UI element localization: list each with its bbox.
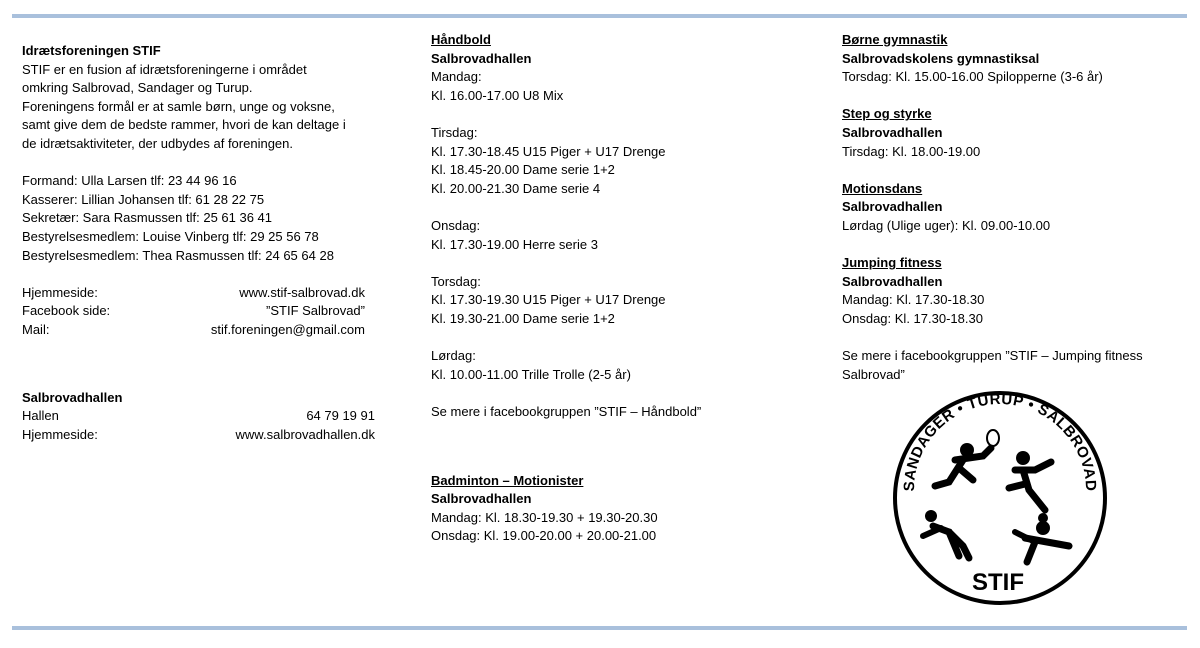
schedule-line: Kl. 20.00-21.30 Dame serie 4 <box>431 180 601 196</box>
board-member: Sekretær: Sara Rasmussen tlf: 25 61 36 41 <box>22 210 273 226</box>
day-label: Lørdag: <box>431 348 476 364</box>
section-venue: Salbrovadhallen <box>842 124 943 140</box>
intro-line: de idrætsaktiviteter, der udbydes af foreningen. <box>22 135 293 151</box>
schedule-line: Kl. 17.30-19.00 Herre serie 3 <box>431 236 598 252</box>
badminton-title: Badminton – Motionister <box>431 472 584 488</box>
mail-link[interactable]: stif.foreningen@gmail.com <box>210 321 365 337</box>
handbold-venue: Salbrovadhallen <box>431 50 532 66</box>
hall-label: Hallen <box>22 408 59 424</box>
schedule-line: Onsdag: Kl. 19.00-20.00 + 20.00-21.00 <box>431 528 657 544</box>
day-block-saturday <box>431 347 811 384</box>
schedule-line: Kl. 19.30-21.00 Dame serie 1+2 <box>431 310 615 326</box>
intro-line: STIF er en fusion af idrætsforeningerne i området <box>22 61 307 77</box>
handbold-title: Håndbold <box>431 32 491 47</box>
section-title: Motionsdans <box>842 180 923 196</box>
section-venue: Salbrovadhallen <box>842 273 943 289</box>
day-label: Tirsdag: <box>431 124 478 140</box>
board-member: Bestyrelsesmedlem: Thea Rasmussen tlf: 24 65 64 28 <box>22 247 334 263</box>
section-step-og-styrke <box>842 105 1187 161</box>
jumping-facebook-note: Se mere i facebookgruppen ”STIF – Jumping fitness <box>842 348 1143 364</box>
top-rule <box>12 14 1187 18</box>
schedule-line: Onsdag: Kl. 17.30-18.30 <box>842 310 983 326</box>
schedule-line: Lørdag (Ulige uger): Kl. 09.00-10.00 <box>842 217 1051 233</box>
schedule-line: Kl. 17.30-18.45 U15 Piger + U17 Drenge <box>431 143 666 159</box>
contact-row-mail <box>22 321 365 340</box>
schedule-line: Mandag: Kl. 18.30-19.30 + 19.30-20.30 <box>431 509 658 525</box>
hall-row-website <box>22 426 375 445</box>
logo-arc-text: SANDAGER • TURUP • SALBROVAD <box>900 390 1100 492</box>
day-label: Onsdag: <box>431 217 481 233</box>
day-block-thursday <box>431 273 811 329</box>
intro-line: samt give dem de bedste rammer, hvori de kan deltage i <box>22 117 346 133</box>
schedule-line: Mandag: Kl. 17.30-18.30 <box>842 292 985 308</box>
schedule-line: Kl. 16.00-17.00 U8 Mix <box>431 87 564 103</box>
board-list <box>22 172 377 265</box>
hall-website-link[interactable]: www.salbrovadhallen.dk <box>235 426 375 442</box>
intro-text <box>22 61 377 154</box>
hall-row-phone <box>22 407 375 426</box>
intro-line: Foreningens formål er at samle børn, unge og voksne, <box>22 98 335 114</box>
hall-info <box>22 407 375 444</box>
day-block-monday <box>431 68 811 105</box>
column-handbold <box>431 31 811 546</box>
column-about <box>22 42 377 444</box>
hall-label: Hjemmeside: <box>22 426 98 442</box>
section-jumping-fitness <box>842 254 1187 328</box>
logo-name: STIF <box>972 569 1024 596</box>
contact-label: Mail: <box>22 321 50 337</box>
org-title: Idrætsforeningen STIF <box>22 43 161 58</box>
hall-phone: 64 79 19 91 <box>306 408 375 424</box>
handbold-facebook-note: Se mere i facebookgruppen ”STIF – Håndbold” <box>431 403 702 419</box>
section-motionsdans <box>842 180 1187 236</box>
day-label: Torsdag: <box>431 273 481 289</box>
website-link[interactable]: www.stif-salbrovad.dk <box>239 284 365 300</box>
bottom-rule <box>12 626 1187 630</box>
badminton-venue: Salbrovadhallen <box>431 491 532 507</box>
schedule-line: Kl. 18.45-20.00 Dame serie 1+2 <box>431 162 615 178</box>
contact-list <box>22 284 365 340</box>
contact-row-website <box>22 284 365 303</box>
schedule-line: Kl. 10.00-11.00 Trille Trolle (2-5 år) <box>431 366 631 382</box>
board-member: Bestyrelsesmedlem: Louise Vinberg tlf: 29 25 56 78 <box>22 228 319 244</box>
day-label: Mandag: <box>431 69 482 85</box>
column-activities <box>842 31 1187 384</box>
board-member: Formand: Ulla Larsen tlf: 23 44 96 16 <box>22 173 237 189</box>
day-block-tuesday <box>431 124 811 198</box>
day-block-wednesday <box>431 217 811 254</box>
section-venue: Salbrovadskolens gymnastiksal <box>842 50 1040 66</box>
hall-title: Salbrovadhallen <box>22 389 123 405</box>
section-title: Step og styrke <box>842 106 932 122</box>
section-title: Børne gymnastik <box>842 32 948 47</box>
schedule-line: Kl. 17.30-19.30 U15 Piger + U17 Drenge <box>431 292 666 308</box>
contact-label: Hjemmeside: <box>22 284 98 300</box>
schedule-line: Torsdag: Kl. 15.00-16.00 Spilopperne (3-6 år) <box>842 69 1103 85</box>
section-borne-gymnastik <box>842 31 1187 87</box>
contact-row-facebook <box>22 302 365 321</box>
jumping-facebook-note: Salbrovad” <box>842 366 905 382</box>
facebook-page: ”STIF Salbrovad” <box>266 303 365 319</box>
section-title: Jumping fitness <box>842 255 942 271</box>
stif-logo <box>893 386 1107 608</box>
board-member: Kasserer: Lillian Johansen tlf: 61 28 22 75 <box>22 191 265 207</box>
intro-line: omkring Salbrovad, Sandager og Turup. <box>22 80 253 96</box>
contact-label: Facebook side: <box>22 303 111 319</box>
section-venue: Salbrovadhallen <box>842 199 943 215</box>
schedule-line: Tirsdag: Kl. 18.00-19.00 <box>842 143 981 159</box>
